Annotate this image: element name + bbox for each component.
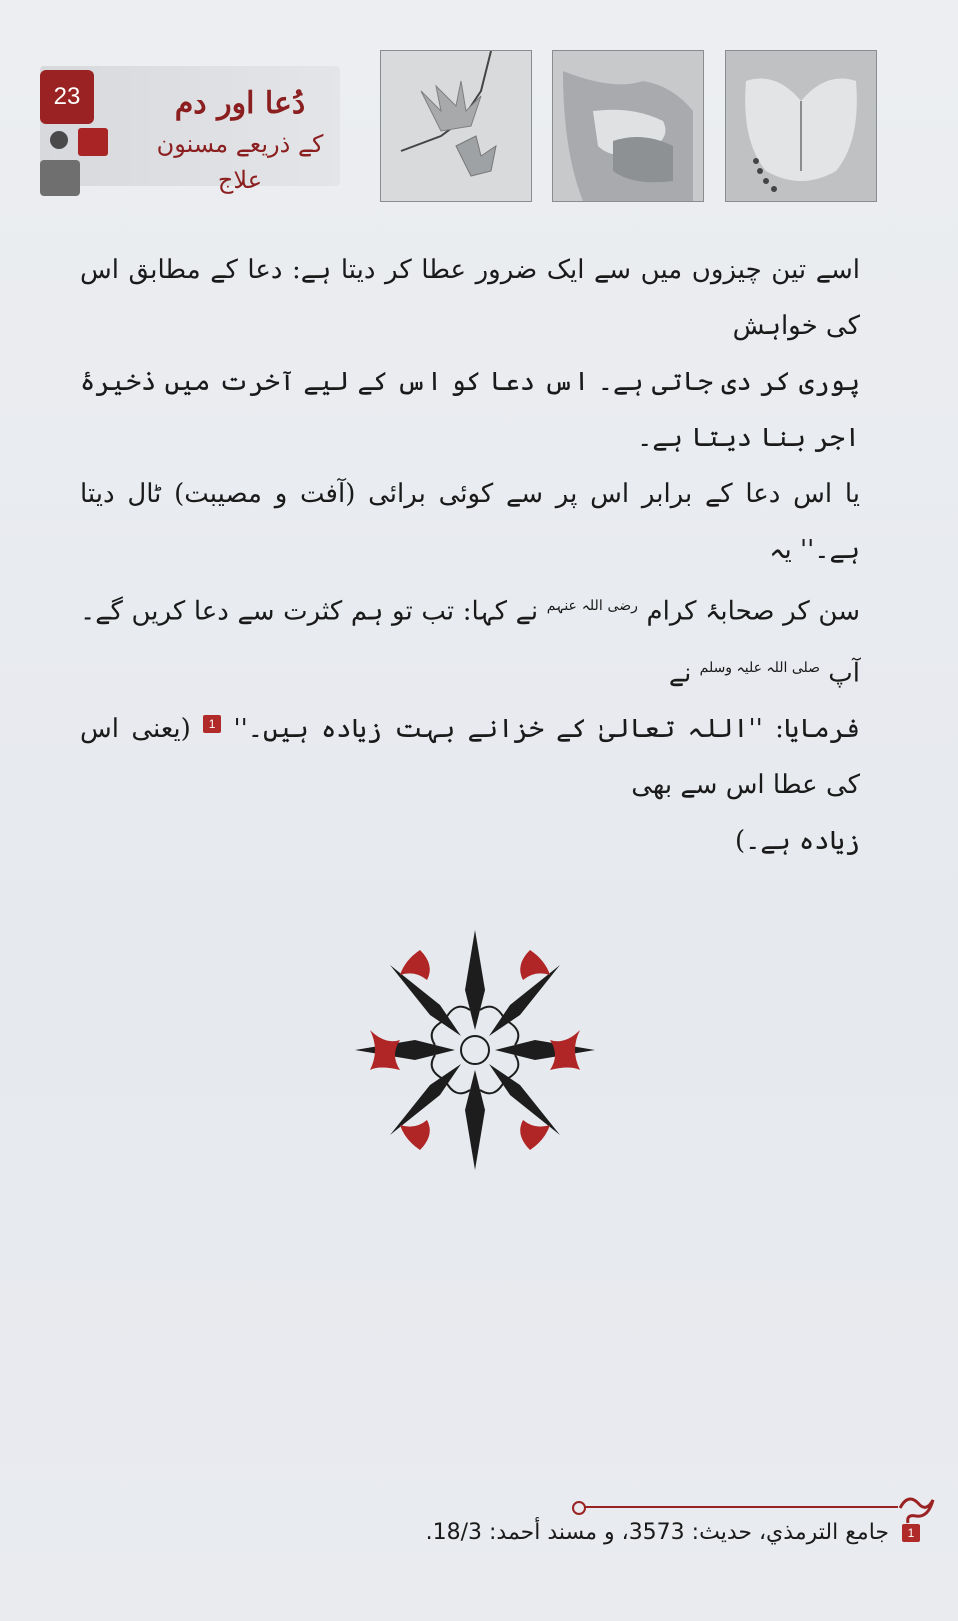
body-line: اسے تین چیزوں میں سے ایک ضرور عطا کر دیتا ہے: دعا کے مطابق اس کی خواہش xyxy=(80,255,860,341)
footnote-divider xyxy=(578,1506,898,1508)
body-text-segment: نے کہا: تب تو ہم کثرت سے دعا کریں گے۔ آپ xyxy=(80,596,860,689)
footnote-text: جامع الترمذي، حديث: 3573، و مسند أحمد: 18/3. xyxy=(425,1520,889,1545)
body-line xyxy=(80,578,860,701)
body-text-segment: نے xyxy=(668,658,692,689)
footnote-marker[interactable]: 1 xyxy=(203,715,221,733)
footnote xyxy=(360,1520,920,1545)
honorific-mark: صلی اللہ علیہ وسلم xyxy=(699,659,821,676)
body-line: یا اس دعا کے برابر اس پر سے کوئی برائی (آفت و مصیبت) ٹال دیتا ہے۔'' یہ xyxy=(80,479,860,565)
praying-hands-photo xyxy=(725,50,877,202)
body-line xyxy=(80,701,860,813)
body-text-segment: (یعنی اس کی عطا اس سے بھی xyxy=(80,714,860,801)
page-number: 23 xyxy=(40,70,94,124)
book-title xyxy=(140,82,340,198)
hands-holding-icon xyxy=(553,51,703,201)
decorative-red-square xyxy=(78,128,108,156)
holding-hands-photo xyxy=(552,50,704,202)
ornament-icon xyxy=(350,925,600,1175)
body-line: زیادہ ہے۔) xyxy=(734,826,860,857)
body-text-segment: سن کر صحابۂ کرام xyxy=(646,596,861,627)
decorative-dot xyxy=(50,131,68,149)
book-title-line2: کے ذریعے مسنون علاج xyxy=(156,130,324,194)
body-line: پوری کر دی جاتی ہے۔ اس دعا کو اس کے لیے آخرت میں ذخیرۂ اجر بنا دیتا ہے۔ xyxy=(80,367,860,453)
main-paragraph xyxy=(80,242,860,869)
body-text-segment: فرمایا: ''اللہ تعالیٰ کے خزانے بہت زیادہ ہیں۔'' xyxy=(233,714,861,745)
honorific-mark: رضی اللہ عنہم xyxy=(546,598,638,614)
praying-hands-icon xyxy=(726,51,876,201)
footnote-marker: 1 xyxy=(902,1524,920,1542)
leaf-icon xyxy=(381,51,531,201)
book-title-line1: دُعا اور دم xyxy=(174,86,306,121)
leaf-photo xyxy=(380,50,532,202)
footnote-divider-knob xyxy=(572,1501,586,1515)
decorative-gray-square xyxy=(40,160,80,196)
